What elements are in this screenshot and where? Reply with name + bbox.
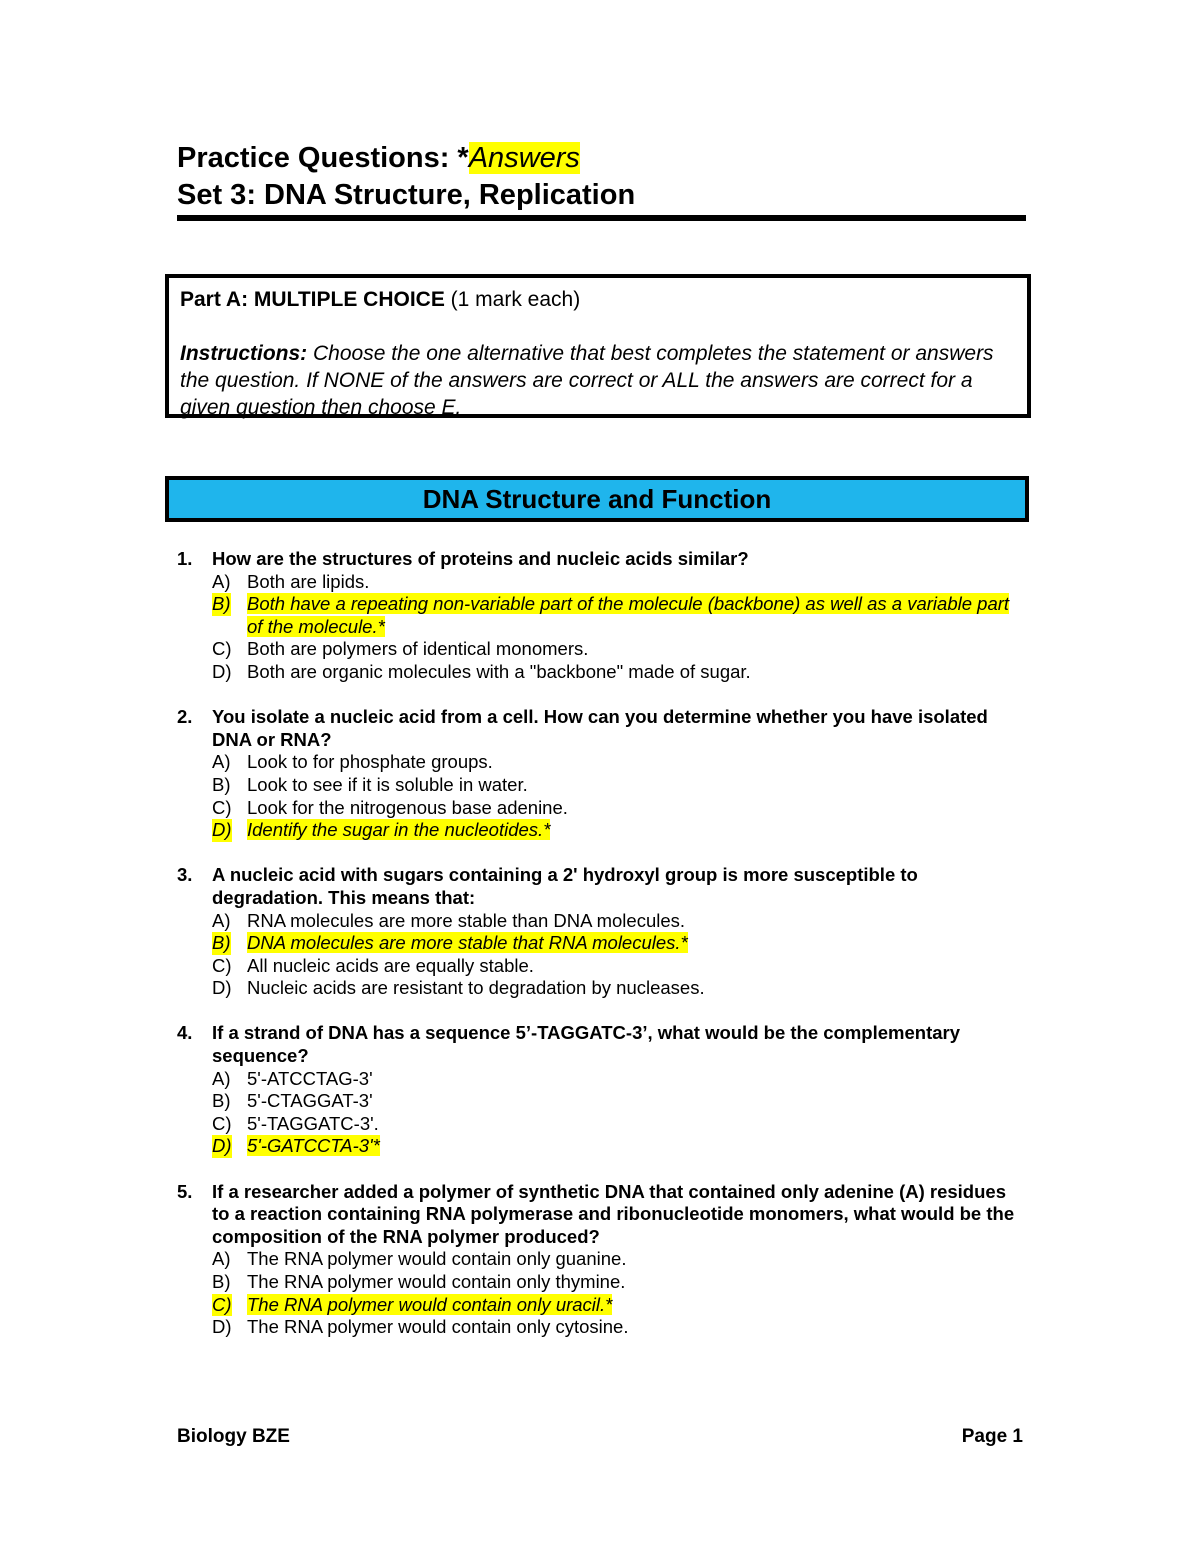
page-subtitle: Set 3: DNA Structure, Replication bbox=[177, 179, 636, 211]
question-text: If a strand of DNA has a sequence 5’-TAGGATC-3’, what would be the complementary sequence? bbox=[212, 1022, 961, 1067]
option-text: The RNA polymer would contain only guanine. bbox=[247, 1248, 627, 1270]
question-text: How are the structures of proteins and nucleic acids similar? bbox=[212, 548, 749, 569]
answer-option-correct bbox=[212, 932, 1027, 955]
option-letter: A) bbox=[212, 1248, 231, 1270]
answer-option bbox=[212, 571, 1027, 594]
answer-option-correct bbox=[212, 819, 1027, 842]
answer-option bbox=[212, 1068, 1027, 1091]
title-divider bbox=[177, 215, 1026, 221]
option-text: The RNA polymer would contain only cytosine. bbox=[247, 1316, 629, 1338]
title-block bbox=[177, 140, 1026, 214]
answer-option bbox=[212, 661, 1027, 684]
answer-option bbox=[212, 1316, 1027, 1339]
question-number: 2. bbox=[177, 706, 193, 728]
answer-option bbox=[212, 638, 1027, 661]
answer-option bbox=[212, 797, 1027, 820]
footer-page-number: Page 1 bbox=[961, 1426, 1023, 1447]
question-item bbox=[177, 1022, 1027, 1158]
answer-option bbox=[212, 774, 1027, 797]
option-text: Both are lipids. bbox=[247, 570, 370, 592]
title-prefix: Practice Questions: * bbox=[177, 142, 469, 174]
option-text: RNA molecules are more stable than DNA molecules. bbox=[247, 909, 686, 931]
option-letter: D) bbox=[212, 660, 232, 682]
option-text: 5'-TAGGATC-3'. bbox=[247, 1112, 379, 1134]
section-header: DNA Structure and Function bbox=[165, 476, 1029, 522]
option-letter: D) bbox=[212, 977, 232, 999]
answer-option bbox=[212, 1271, 1027, 1294]
part-heading bbox=[180, 286, 1015, 313]
instructions-label: Instructions: bbox=[180, 342, 308, 365]
question-item bbox=[177, 706, 1027, 842]
option-letter: A) bbox=[212, 751, 231, 773]
option-letter: A) bbox=[212, 570, 231, 592]
question-list bbox=[177, 548, 1027, 1361]
page-title bbox=[177, 140, 1026, 177]
question-text: You isolate a nucleic acid from a cell. How can you determine whether you have isolated DNA or RNA? bbox=[212, 706, 988, 750]
answer-option bbox=[212, 977, 1027, 1000]
option-text: Look to see if it is soluble in water. bbox=[247, 773, 528, 795]
option-letter: B) bbox=[212, 1271, 231, 1292]
option-text: Both are organic molecules with a "backbone" made of sugar. bbox=[247, 660, 751, 682]
option-text: The RNA polymer would contain only thymine. bbox=[247, 1271, 626, 1292]
option-text: All nucleic acids are equally stable. bbox=[247, 954, 534, 976]
question-item bbox=[177, 1181, 1027, 1339]
option-letter: D) bbox=[212, 1316, 232, 1338]
answer-option-correct bbox=[212, 1135, 1027, 1158]
instructions-body: Choose the one alternative that best completes the statement or answers the question. If NONE of the answers are correct or ALL the answers are correct for a given question then choose E. bbox=[180, 342, 994, 419]
option-letter: C) bbox=[212, 796, 232, 818]
option-text: Both have a repeating non-variable part of the molecule (backbone) as well as a variable part of the molecule.* bbox=[247, 593, 1010, 637]
question-number: 1. bbox=[177, 548, 193, 569]
option-text: Both are polymers of identical monomers. bbox=[247, 638, 589, 660]
option-letter: C) bbox=[212, 1293, 232, 1315]
answer-option bbox=[212, 1248, 1027, 1271]
footer-course: Biology BZE bbox=[177, 1426, 290, 1447]
option-letter: B) bbox=[212, 773, 231, 795]
option-letter: A) bbox=[212, 1067, 231, 1089]
answer-option bbox=[212, 910, 1027, 933]
answer-option bbox=[212, 955, 1027, 978]
option-text: 5'-ATCCTAG-3' bbox=[247, 1067, 373, 1089]
option-text: Nucleic acids are resistant to degradation by nucleases. bbox=[247, 977, 705, 999]
option-letter: B) bbox=[212, 932, 231, 954]
question-item bbox=[177, 864, 1027, 1000]
option-text: 5'-GATCCTA-3'* bbox=[247, 1135, 380, 1157]
question-number: 3. bbox=[177, 864, 193, 886]
option-text: DNA molecules are more stable that RNA molecules.* bbox=[247, 932, 688, 954]
option-letter: D) bbox=[212, 1135, 232, 1157]
question-text: If a researcher added a polymer of synthetic DNA that contained only adenine (A) residues to a reaction containing RNA polymerase and ribonucleotide monomers, what would be the composition of the RNA polymer produced? bbox=[212, 1180, 1015, 1247]
part-label: Part A: MULTIPLE CHOICE bbox=[180, 288, 445, 311]
option-letter: A) bbox=[212, 909, 231, 931]
option-text: 5'-CTAGGAT-3' bbox=[247, 1090, 373, 1112]
answer-option-correct bbox=[212, 593, 1027, 638]
option-text: Look to for phosphate groups. bbox=[247, 751, 493, 773]
option-text: Identify the sugar in the nucleotides.* bbox=[247, 819, 551, 841]
title-answers-highlight: Answers bbox=[468, 142, 580, 174]
question-text: A nucleic acid with sugars containing a 2' hydroxyl group is more susceptible to degradation. This means that: bbox=[212, 864, 918, 908]
option-letter: D) bbox=[212, 819, 232, 841]
instructions-box bbox=[165, 274, 1031, 418]
answer-option-correct bbox=[212, 1294, 1027, 1317]
option-letter: C) bbox=[212, 954, 232, 976]
option-letter: C) bbox=[212, 638, 232, 660]
part-marks: (1 mark each) bbox=[444, 288, 581, 311]
question-number: 4. bbox=[177, 1022, 193, 1044]
option-letter: B) bbox=[212, 1090, 231, 1112]
option-text: Look for the nitrogenous base adenine. bbox=[247, 796, 568, 818]
question-number: 5. bbox=[177, 1180, 193, 1202]
option-letter: B) bbox=[212, 593, 231, 615]
answer-option bbox=[212, 1113, 1027, 1136]
answer-option bbox=[212, 1090, 1027, 1113]
option-text: The RNA polymer would contain only uracil.* bbox=[247, 1293, 613, 1315]
answer-option bbox=[212, 751, 1027, 774]
question-item bbox=[177, 548, 1027, 684]
option-letter: C) bbox=[212, 1112, 232, 1134]
instructions-text bbox=[180, 340, 1015, 421]
